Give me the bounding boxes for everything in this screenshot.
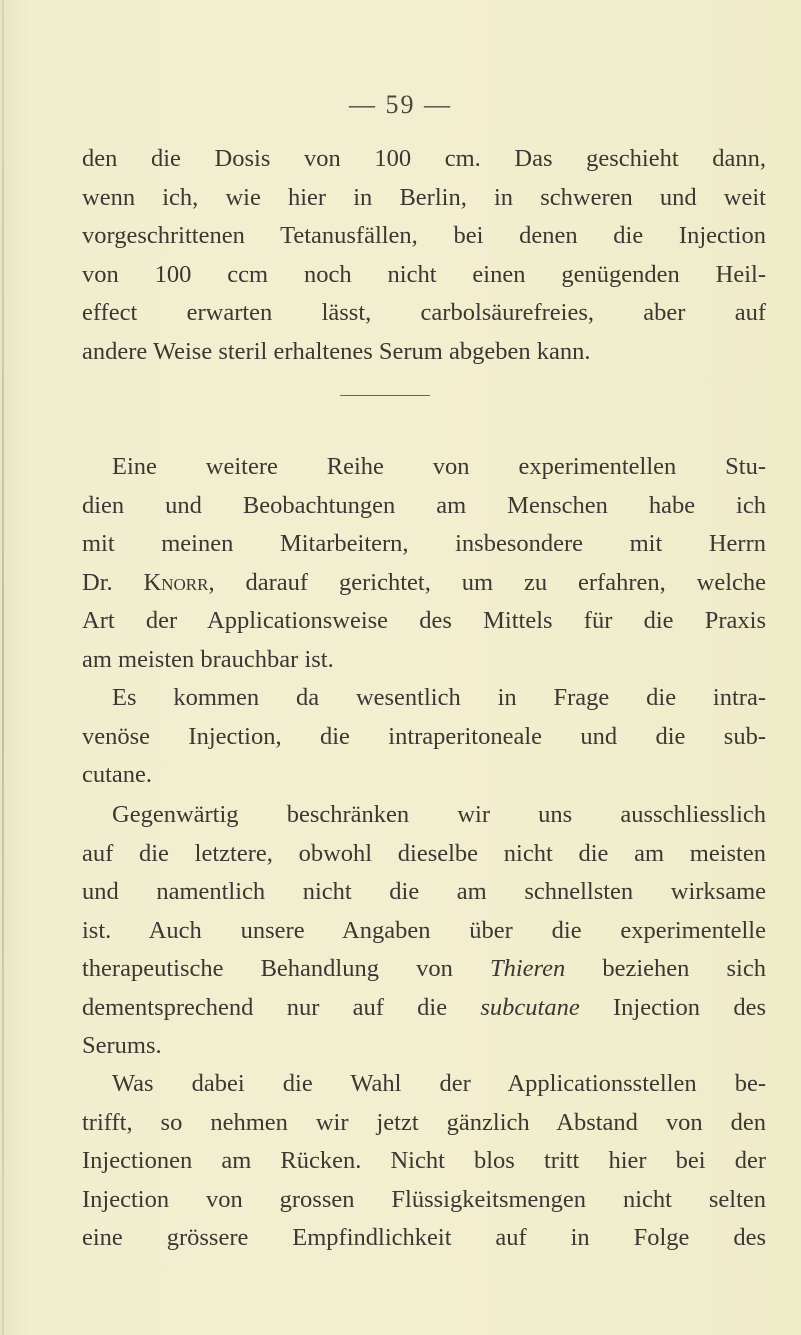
text-line: Was dabei die Wahl der Applicationsstellen be- bbox=[112, 1070, 766, 1097]
text-line: auf die letztere, obwohl dieselbe nicht die am meisten bbox=[82, 839, 766, 867]
text-segment: dementsprechend nur auf die bbox=[82, 993, 481, 1021]
paragraph-2 bbox=[82, 448, 766, 679]
author-name: Knorr bbox=[143, 568, 209, 596]
page-gutter bbox=[2, 0, 4, 1335]
text-line: Art der Applicationsweise des Mittels für die Praxis bbox=[82, 607, 766, 634]
text-line: vorgeschrittenen Tetanusfällen, bei denen die Injection bbox=[82, 222, 766, 249]
text-segment: Dr. bbox=[82, 568, 144, 596]
emphasis-text: Thieren bbox=[489, 955, 566, 982]
text-line: cutane. bbox=[82, 761, 153, 788]
text-line: Es kommen da wesentlich in Frage die intra- bbox=[112, 684, 766, 711]
text-segment: , darauf gerichtet, um zu erfahren, welche bbox=[208, 568, 767, 596]
section-divider bbox=[340, 395, 430, 396]
text-line: venöse Injection, die intraperitoneale und die sub- bbox=[82, 722, 766, 750]
page-number: — 59 — bbox=[349, 90, 452, 119]
text-line: eine grössere Empfindlichkeit auf in Folge des bbox=[82, 1224, 766, 1251]
text-line: ist. Auch unsere Angaben über die experimentelle bbox=[82, 916, 766, 944]
text-line: trifft, so nehmen wir jetzt gänzlich Abstand von den bbox=[82, 1108, 766, 1136]
text-line bbox=[82, 564, 766, 603]
text-line: wenn ich, wie hier in Berlin, in schweren und weit bbox=[82, 183, 766, 211]
paragraph-4 bbox=[82, 796, 766, 1066]
paragraph-5 bbox=[82, 1065, 766, 1258]
text-line: dien und Beobachtungen am Menschen habe ich bbox=[82, 491, 766, 519]
text-line: Gegenwärtig beschränken wir uns ausschliesslich bbox=[112, 801, 766, 828]
text-line: andere Weise steril erhaltenes Serum abgeben kann. bbox=[82, 337, 591, 365]
text-line: und namentlich nicht die am schnellsten wirksame bbox=[82, 878, 766, 905]
text-line bbox=[82, 950, 766, 989]
text-line: Serums. bbox=[82, 1032, 162, 1059]
text-line: am meisten brauchbar ist. bbox=[82, 645, 334, 673]
text-line: effect erwarten lässt, carbolsäurefreies, aber auf bbox=[82, 299, 766, 326]
text-segment: therapeutische Behandlung von bbox=[82, 955, 490, 982]
text-line bbox=[82, 989, 766, 1028]
text-line: Eine weitere Reihe von experimentellen Stu- bbox=[112, 453, 766, 480]
text-line: Injectionen am Rücken. Nicht blos tritt hier bei der bbox=[82, 1147, 766, 1174]
text-line: von 100 ccm noch nicht einen genügenden Heil- bbox=[82, 260, 766, 288]
paragraph-1 bbox=[82, 140, 766, 371]
text-line: den die Dosis von 100 cm. Das geschieht dann, bbox=[82, 145, 766, 172]
text-line: mit meinen Mitarbeitern, insbesondere mit Herrn bbox=[82, 530, 766, 557]
text-line: Injection von grossen Flüssigkeitsmengen nicht selten bbox=[82, 1185, 766, 1213]
text-segment: beziehen sich bbox=[565, 955, 766, 982]
paragraph-3 bbox=[82, 679, 766, 795]
text-segment: Injection des bbox=[579, 993, 766, 1021]
emphasis-text: subcutane bbox=[480, 993, 580, 1021]
